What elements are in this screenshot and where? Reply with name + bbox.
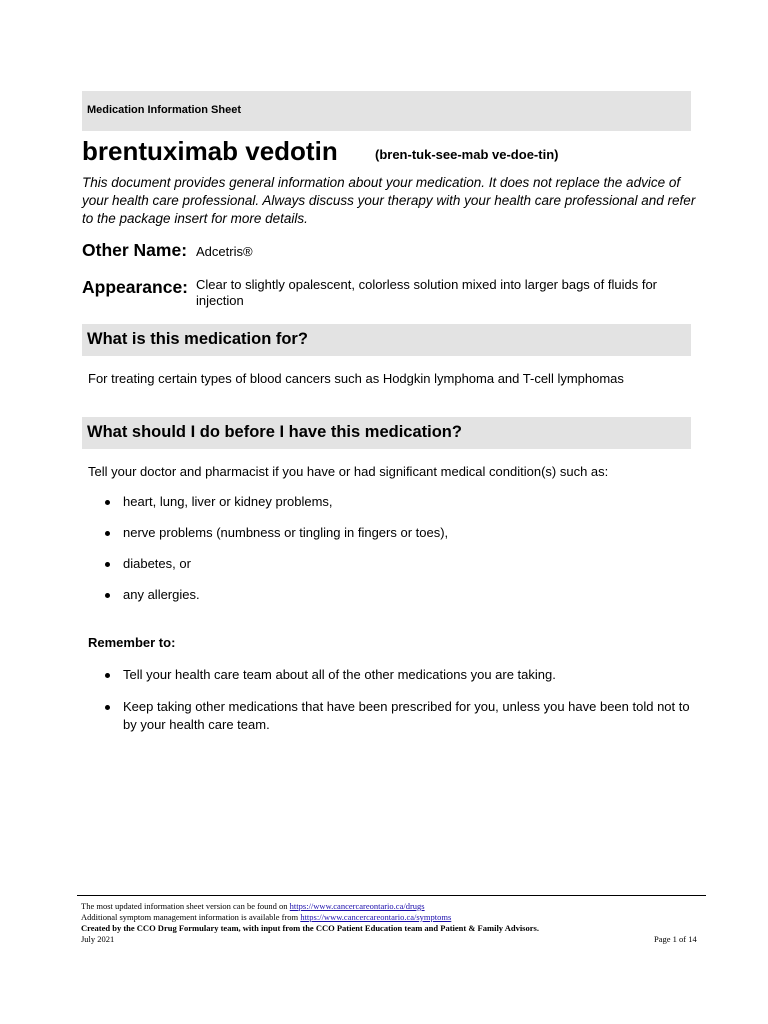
- list-item: nerve problems (numbness or tingling in fingers or toes),: [105, 524, 685, 542]
- section-heading-before: What should I do before I have this medication?: [87, 423, 462, 441]
- list-item: heart, lung, liver or kidney problems,: [105, 493, 685, 511]
- appearance-value: Clear to slightly opalescent, colorless solution mixed into larger bags of fluids for injection: [196, 277, 658, 308]
- remember-list: [105, 666, 690, 748]
- list-item: Keep taking other medications that have been prescribed for you, unless you have been told not to by your health care team.: [105, 698, 690, 734]
- footer-divider: [77, 895, 706, 896]
- list-item: Tell your health care team about all of the other medications you are taking.: [105, 666, 690, 684]
- other-name-label: Other Name:: [82, 240, 188, 260]
- intro-paragraph: This document provides general information about your medication. It does not replace the advice of your health care professional. Always discuss your therapy with your health care professional and refer to the package insert for more details.: [82, 175, 696, 226]
- footer-credits: Created by the CCO Drug Formulary team, with input from the CCO Patient Education team and Patient & Family Advisors.: [81, 923, 539, 933]
- appearance-label: Appearance:: [82, 277, 189, 297]
- symptoms-link[interactable]: https://www.cancercareontario.ca/symptoms: [300, 912, 452, 922]
- other-name-value: Adcetris®: [196, 244, 253, 259]
- footer-text: Additional symptom management information is available from: [81, 912, 301, 922]
- list-item: diabetes, or: [105, 555, 685, 573]
- list-item: any allergies.: [105, 586, 685, 604]
- drug-name-title: brentuximab vedotin: [82, 136, 338, 166]
- conditions-list: [105, 493, 685, 617]
- footer-line-symptoms: [81, 912, 451, 923]
- drugs-link[interactable]: https://www.cancercareontario.ca/drugs: [289, 901, 425, 911]
- before-intro-text: Tell your doctor and pharmacist if you have or had significant medical condition(s) such as:: [88, 464, 609, 479]
- section-heading-purpose: What is this medication for?: [87, 330, 308, 348]
- sheet-type-label: Medication Information Sheet: [87, 104, 242, 116]
- drug-pronunciation: (bren-tuk-see-mab ve-doe-tin): [375, 147, 559, 162]
- footer-date: July 2021: [81, 934, 115, 944]
- footer-text: The most updated information sheet version can be found on: [81, 901, 290, 911]
- page-number: Page 1 of 14: [654, 934, 697, 944]
- footer-line-drugs: [81, 901, 425, 912]
- remember-label: Remember to:: [88, 635, 176, 650]
- purpose-text: For treating certain types of blood cancers such as Hodgkin lymphoma and T-cell lymphomas: [88, 371, 624, 386]
